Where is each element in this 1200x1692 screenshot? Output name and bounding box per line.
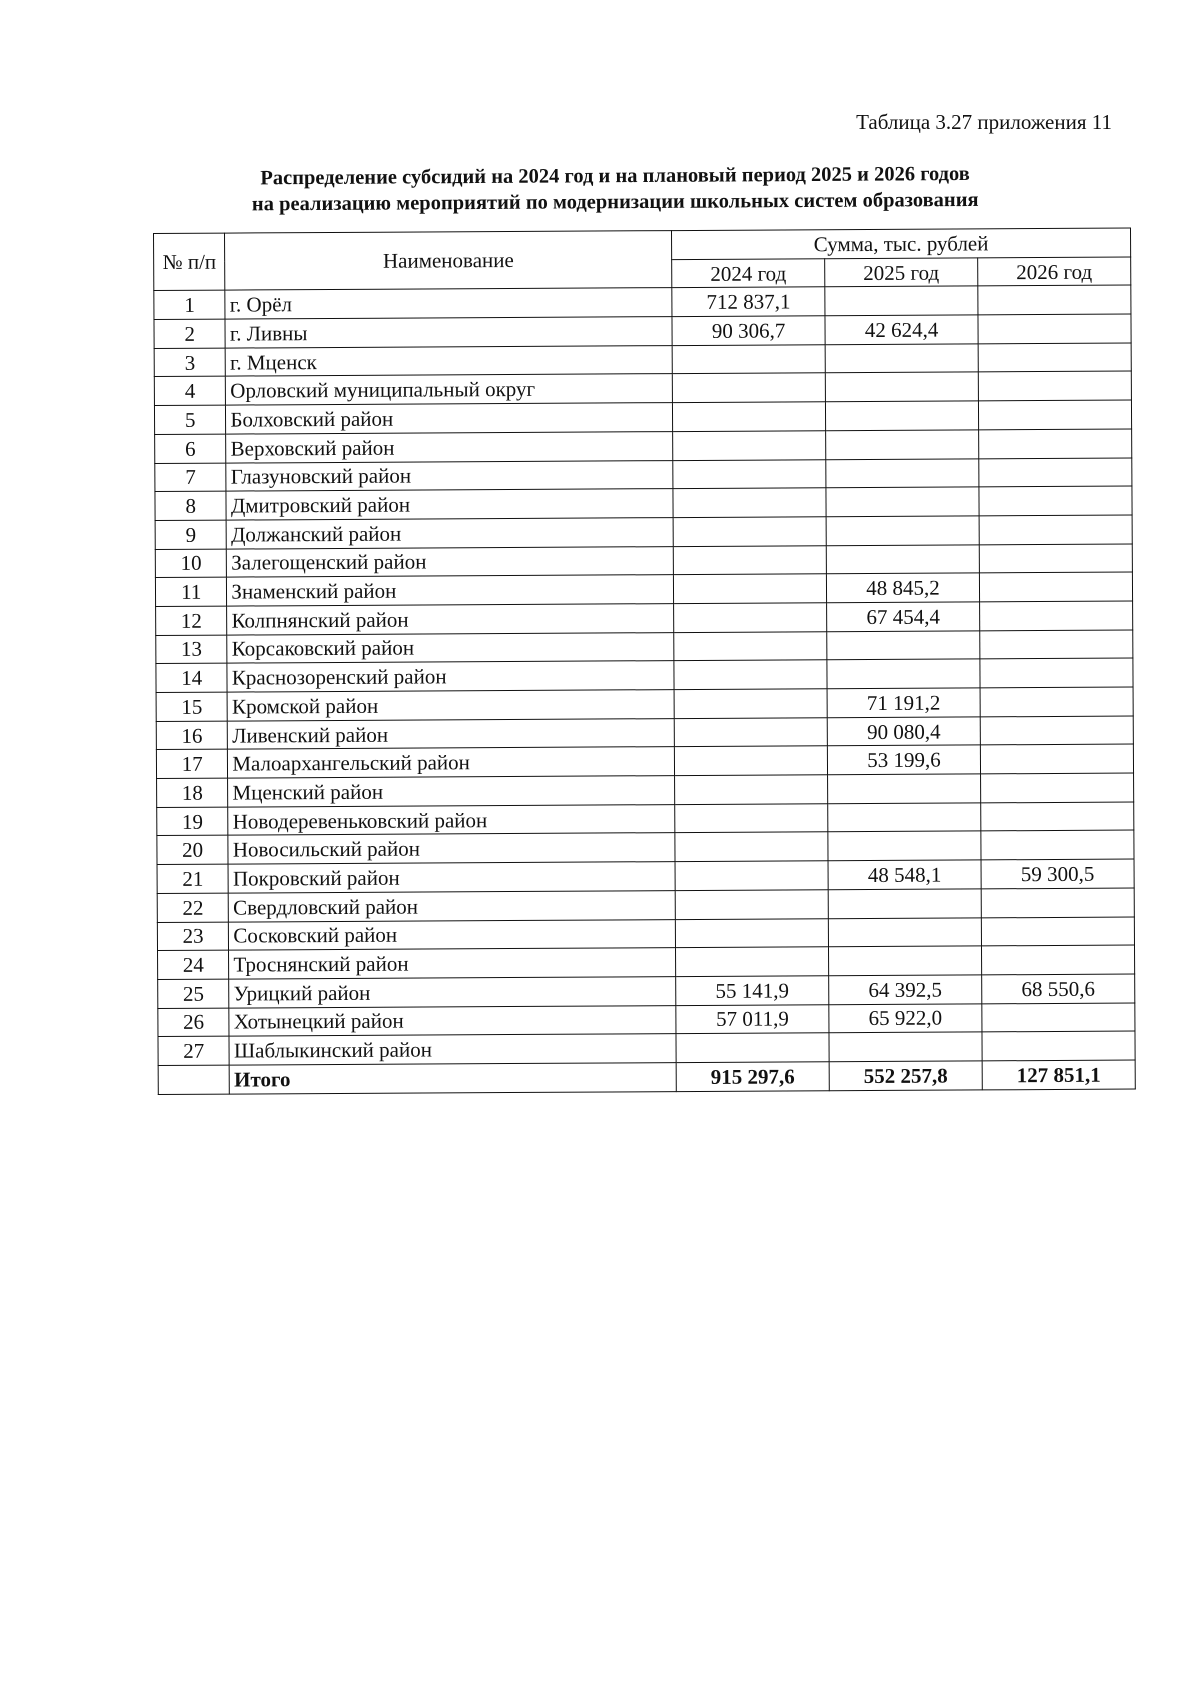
row-value-2025-cell bbox=[829, 1032, 982, 1062]
row-value-2026-cell bbox=[981, 888, 1134, 918]
total-row bbox=[158, 1060, 1135, 1094]
row-name-cell: Знаменский район bbox=[227, 575, 674, 606]
total-2026-cell: 127 851,1 bbox=[982, 1060, 1135, 1090]
row-name-cell: Дмитровский район bbox=[226, 489, 673, 520]
row-name-cell: Свердловский район bbox=[229, 890, 676, 921]
row-value-2025-cell: 48 548,1 bbox=[828, 860, 981, 890]
row-value-2026-cell: 68 550,6 bbox=[982, 974, 1135, 1004]
row-name-cell: Урицкий район bbox=[229, 976, 676, 1007]
row-value-2025-cell: 42 624,4 bbox=[825, 315, 978, 345]
row-number-cell: 2 bbox=[154, 319, 226, 348]
row-number-cell: 25 bbox=[158, 979, 230, 1008]
row-name-cell: Малоархангельский район bbox=[228, 747, 675, 778]
total-label-cell: Итого bbox=[230, 1063, 677, 1094]
row-value-2025-cell bbox=[828, 831, 981, 861]
row-number-cell: 19 bbox=[157, 807, 229, 836]
row-value-2026-cell bbox=[978, 371, 1131, 401]
row-number-cell: 23 bbox=[157, 922, 229, 951]
header-number: № п/п bbox=[154, 233, 226, 291]
row-value-2024-cell bbox=[674, 603, 827, 633]
row-name-cell: Краснозоренский район bbox=[227, 661, 674, 692]
row-name-cell: Сосковский район bbox=[229, 919, 676, 950]
row-value-2026-cell bbox=[978, 343, 1131, 373]
row-value-2024-cell bbox=[675, 775, 828, 805]
row-value-2026-cell bbox=[981, 917, 1134, 947]
row-number-cell: 22 bbox=[157, 893, 229, 922]
row-name-cell: Новодеревеньковский район bbox=[228, 804, 675, 835]
row-value-2025-cell bbox=[827, 659, 980, 689]
row-name-cell: г. Орёл bbox=[225, 288, 672, 319]
row-value-2024-cell bbox=[675, 803, 828, 833]
row-value-2025-cell bbox=[828, 803, 981, 833]
row-value-2024-cell bbox=[673, 545, 826, 575]
row-number-cell: 11 bbox=[155, 577, 227, 606]
row-number-cell: 27 bbox=[158, 1036, 230, 1065]
header-year-2024: 2024 год bbox=[672, 258, 825, 288]
row-value-2024-cell bbox=[673, 574, 826, 604]
row-value-2026-cell bbox=[979, 544, 1132, 574]
row-value-2025-cell bbox=[829, 946, 982, 976]
total-2025-cell: 552 257,8 bbox=[829, 1061, 982, 1091]
row-number-cell: 1 bbox=[154, 290, 226, 319]
row-name-cell: Ливенский район bbox=[228, 718, 675, 749]
row-value-2025-cell: 90 080,4 bbox=[827, 717, 980, 747]
row-value-2024-cell bbox=[676, 947, 829, 977]
row-value-2024-cell bbox=[673, 517, 826, 547]
row-value-2026-cell bbox=[978, 314, 1131, 344]
row-value-2026-cell bbox=[980, 716, 1133, 746]
header-year-2026: 2026 год bbox=[978, 257, 1131, 287]
row-number-cell: 26 bbox=[158, 1008, 230, 1037]
row-value-2026-cell bbox=[981, 802, 1134, 832]
row-value-2025-cell bbox=[825, 372, 978, 402]
row-value-2025-cell bbox=[825, 401, 978, 431]
row-number-cell: 8 bbox=[155, 491, 227, 520]
row-value-2025-cell: 64 392,5 bbox=[829, 975, 982, 1005]
row-name-cell: Хотынецкий район bbox=[229, 1005, 676, 1036]
row-number-cell: 21 bbox=[157, 864, 229, 893]
row-value-2026-cell bbox=[980, 744, 1133, 774]
row-number-cell: 14 bbox=[156, 663, 228, 692]
row-number-cell: 16 bbox=[156, 721, 228, 750]
row-value-2025-cell bbox=[826, 544, 979, 574]
row-number-cell: 24 bbox=[158, 950, 230, 979]
row-value-2024-cell bbox=[673, 402, 826, 432]
header-name: Наименование bbox=[225, 231, 672, 291]
row-value-2025-cell bbox=[828, 889, 981, 919]
row-value-2024-cell bbox=[675, 861, 828, 891]
row-value-2025-cell: 65 922,0 bbox=[829, 1003, 982, 1033]
row-value-2024-cell bbox=[672, 344, 825, 374]
table-body bbox=[154, 285, 1135, 1094]
row-value-2024-cell bbox=[673, 459, 826, 489]
row-value-2025-cell: 71 191,2 bbox=[827, 688, 980, 718]
row-name-cell: Глазуновский район bbox=[226, 460, 673, 491]
row-name-cell: Залегощенский район bbox=[227, 546, 674, 577]
row-value-2025-cell: 53 199,6 bbox=[827, 745, 980, 775]
row-value-2026-cell bbox=[979, 572, 1132, 602]
row-name-cell: Троснянский район bbox=[229, 948, 676, 979]
row-name-cell: Покровский район bbox=[228, 862, 675, 893]
row-value-2024-cell bbox=[674, 746, 827, 776]
row-value-2024-cell bbox=[675, 832, 828, 862]
row-value-2024-cell bbox=[674, 631, 827, 661]
row-number-cell: 3 bbox=[154, 348, 226, 377]
row-name-cell: Орловский муниципальный округ bbox=[226, 374, 673, 405]
row-name-cell: Болховский район bbox=[226, 403, 673, 434]
row-number-cell: 9 bbox=[155, 520, 227, 549]
row-value-2026-cell bbox=[978, 400, 1131, 430]
row-value-2026-cell bbox=[979, 458, 1132, 488]
row-value-2026-cell bbox=[979, 429, 1132, 459]
row-value-2024-cell bbox=[674, 717, 827, 747]
row-number-cell: 6 bbox=[155, 434, 227, 463]
row-value-2024-cell bbox=[675, 918, 828, 948]
row-value-2026-cell bbox=[980, 658, 1133, 688]
row-number-cell: 4 bbox=[154, 377, 226, 406]
row-value-2024-cell: 90 306,7 bbox=[672, 316, 825, 346]
row-value-2025-cell bbox=[828, 774, 981, 804]
row-value-2026-cell bbox=[982, 1003, 1135, 1033]
header-sum-group: Сумма, тыс. рублей bbox=[672, 228, 1131, 259]
row-value-2026-cell bbox=[981, 773, 1134, 803]
row-value-2024-cell: 712 837,1 bbox=[672, 287, 825, 317]
subsidies-table-wrapper bbox=[153, 228, 1136, 1095]
row-name-cell: Новосильский район bbox=[228, 833, 675, 864]
row-value-2024-cell bbox=[673, 488, 826, 518]
row-value-2024-cell bbox=[672, 373, 825, 403]
total-2024-cell: 915 297,6 bbox=[676, 1062, 829, 1092]
row-value-2024-cell bbox=[674, 660, 827, 690]
row-value-2026-cell bbox=[981, 945, 1134, 975]
row-name-cell: Колпнянский район bbox=[227, 604, 674, 635]
row-name-cell: Должанский район bbox=[226, 517, 673, 548]
row-number-cell: 17 bbox=[156, 749, 228, 778]
row-value-2025-cell bbox=[826, 516, 979, 546]
row-value-2026-cell bbox=[979, 515, 1132, 545]
row-value-2024-cell: 55 141,9 bbox=[676, 976, 829, 1006]
row-value-2024-cell bbox=[675, 890, 828, 920]
row-number-cell: 10 bbox=[155, 549, 227, 578]
row-number-cell: 7 bbox=[155, 463, 227, 492]
row-value-2025-cell bbox=[828, 917, 981, 947]
row-value-2026-cell: 59 300,5 bbox=[981, 859, 1134, 889]
title-line-2: на реализацию мероприятий по модернизации школьных систем образования bbox=[251, 188, 979, 216]
row-value-2025-cell bbox=[827, 631, 980, 661]
row-value-2025-cell bbox=[826, 487, 979, 517]
row-value-2024-cell bbox=[673, 431, 826, 461]
row-name-cell: Мценский район bbox=[228, 776, 675, 807]
row-value-2026-cell bbox=[981, 830, 1134, 860]
row-name-cell: г. Мценск bbox=[226, 345, 673, 376]
row-value-2024-cell bbox=[674, 689, 827, 719]
row-number-cell: 12 bbox=[156, 606, 228, 635]
row-name-cell: г. Ливны bbox=[225, 317, 672, 348]
row-name-cell: Корсаковский район bbox=[227, 632, 674, 663]
row-value-2026-cell bbox=[979, 486, 1132, 516]
row-name-cell: Шаблыкинский район bbox=[229, 1034, 676, 1065]
row-value-2026-cell bbox=[980, 601, 1133, 631]
row-name-cell: Верховский район bbox=[226, 431, 673, 462]
subsidies-table bbox=[153, 228, 1136, 1095]
row-value-2025-cell bbox=[825, 344, 978, 374]
header-year-2025: 2025 год bbox=[825, 258, 978, 288]
row-number-cell: 5 bbox=[154, 405, 226, 434]
row-number-cell: 18 bbox=[157, 778, 229, 807]
row-value-2025-cell bbox=[826, 458, 979, 488]
row-number-cell: 15 bbox=[156, 692, 228, 721]
row-number-cell: 13 bbox=[156, 635, 228, 664]
row-value-2026-cell bbox=[980, 687, 1133, 717]
row-value-2025-cell bbox=[825, 286, 978, 316]
total-number-cell bbox=[158, 1065, 230, 1094]
appendix-reference: Таблица 3.27 приложения 11 bbox=[856, 110, 1112, 134]
row-name-cell: Кромской район bbox=[227, 690, 674, 721]
row-value-2024-cell: 57 011,9 bbox=[676, 1004, 829, 1034]
row-value-2024-cell bbox=[676, 1033, 829, 1063]
row-value-2025-cell bbox=[826, 430, 979, 460]
row-value-2025-cell: 48 845,2 bbox=[826, 573, 979, 603]
document-title bbox=[150, 160, 1080, 218]
title-line-1: Распределение субсидий на 2024 год и на плановый период 2025 и 2026 годов bbox=[260, 162, 970, 190]
row-value-2026-cell bbox=[978, 285, 1131, 315]
row-value-2026-cell bbox=[982, 1031, 1135, 1061]
row-number-cell: 20 bbox=[157, 836, 229, 865]
row-value-2026-cell bbox=[980, 630, 1133, 660]
row-value-2025-cell: 67 454,4 bbox=[827, 602, 980, 632]
